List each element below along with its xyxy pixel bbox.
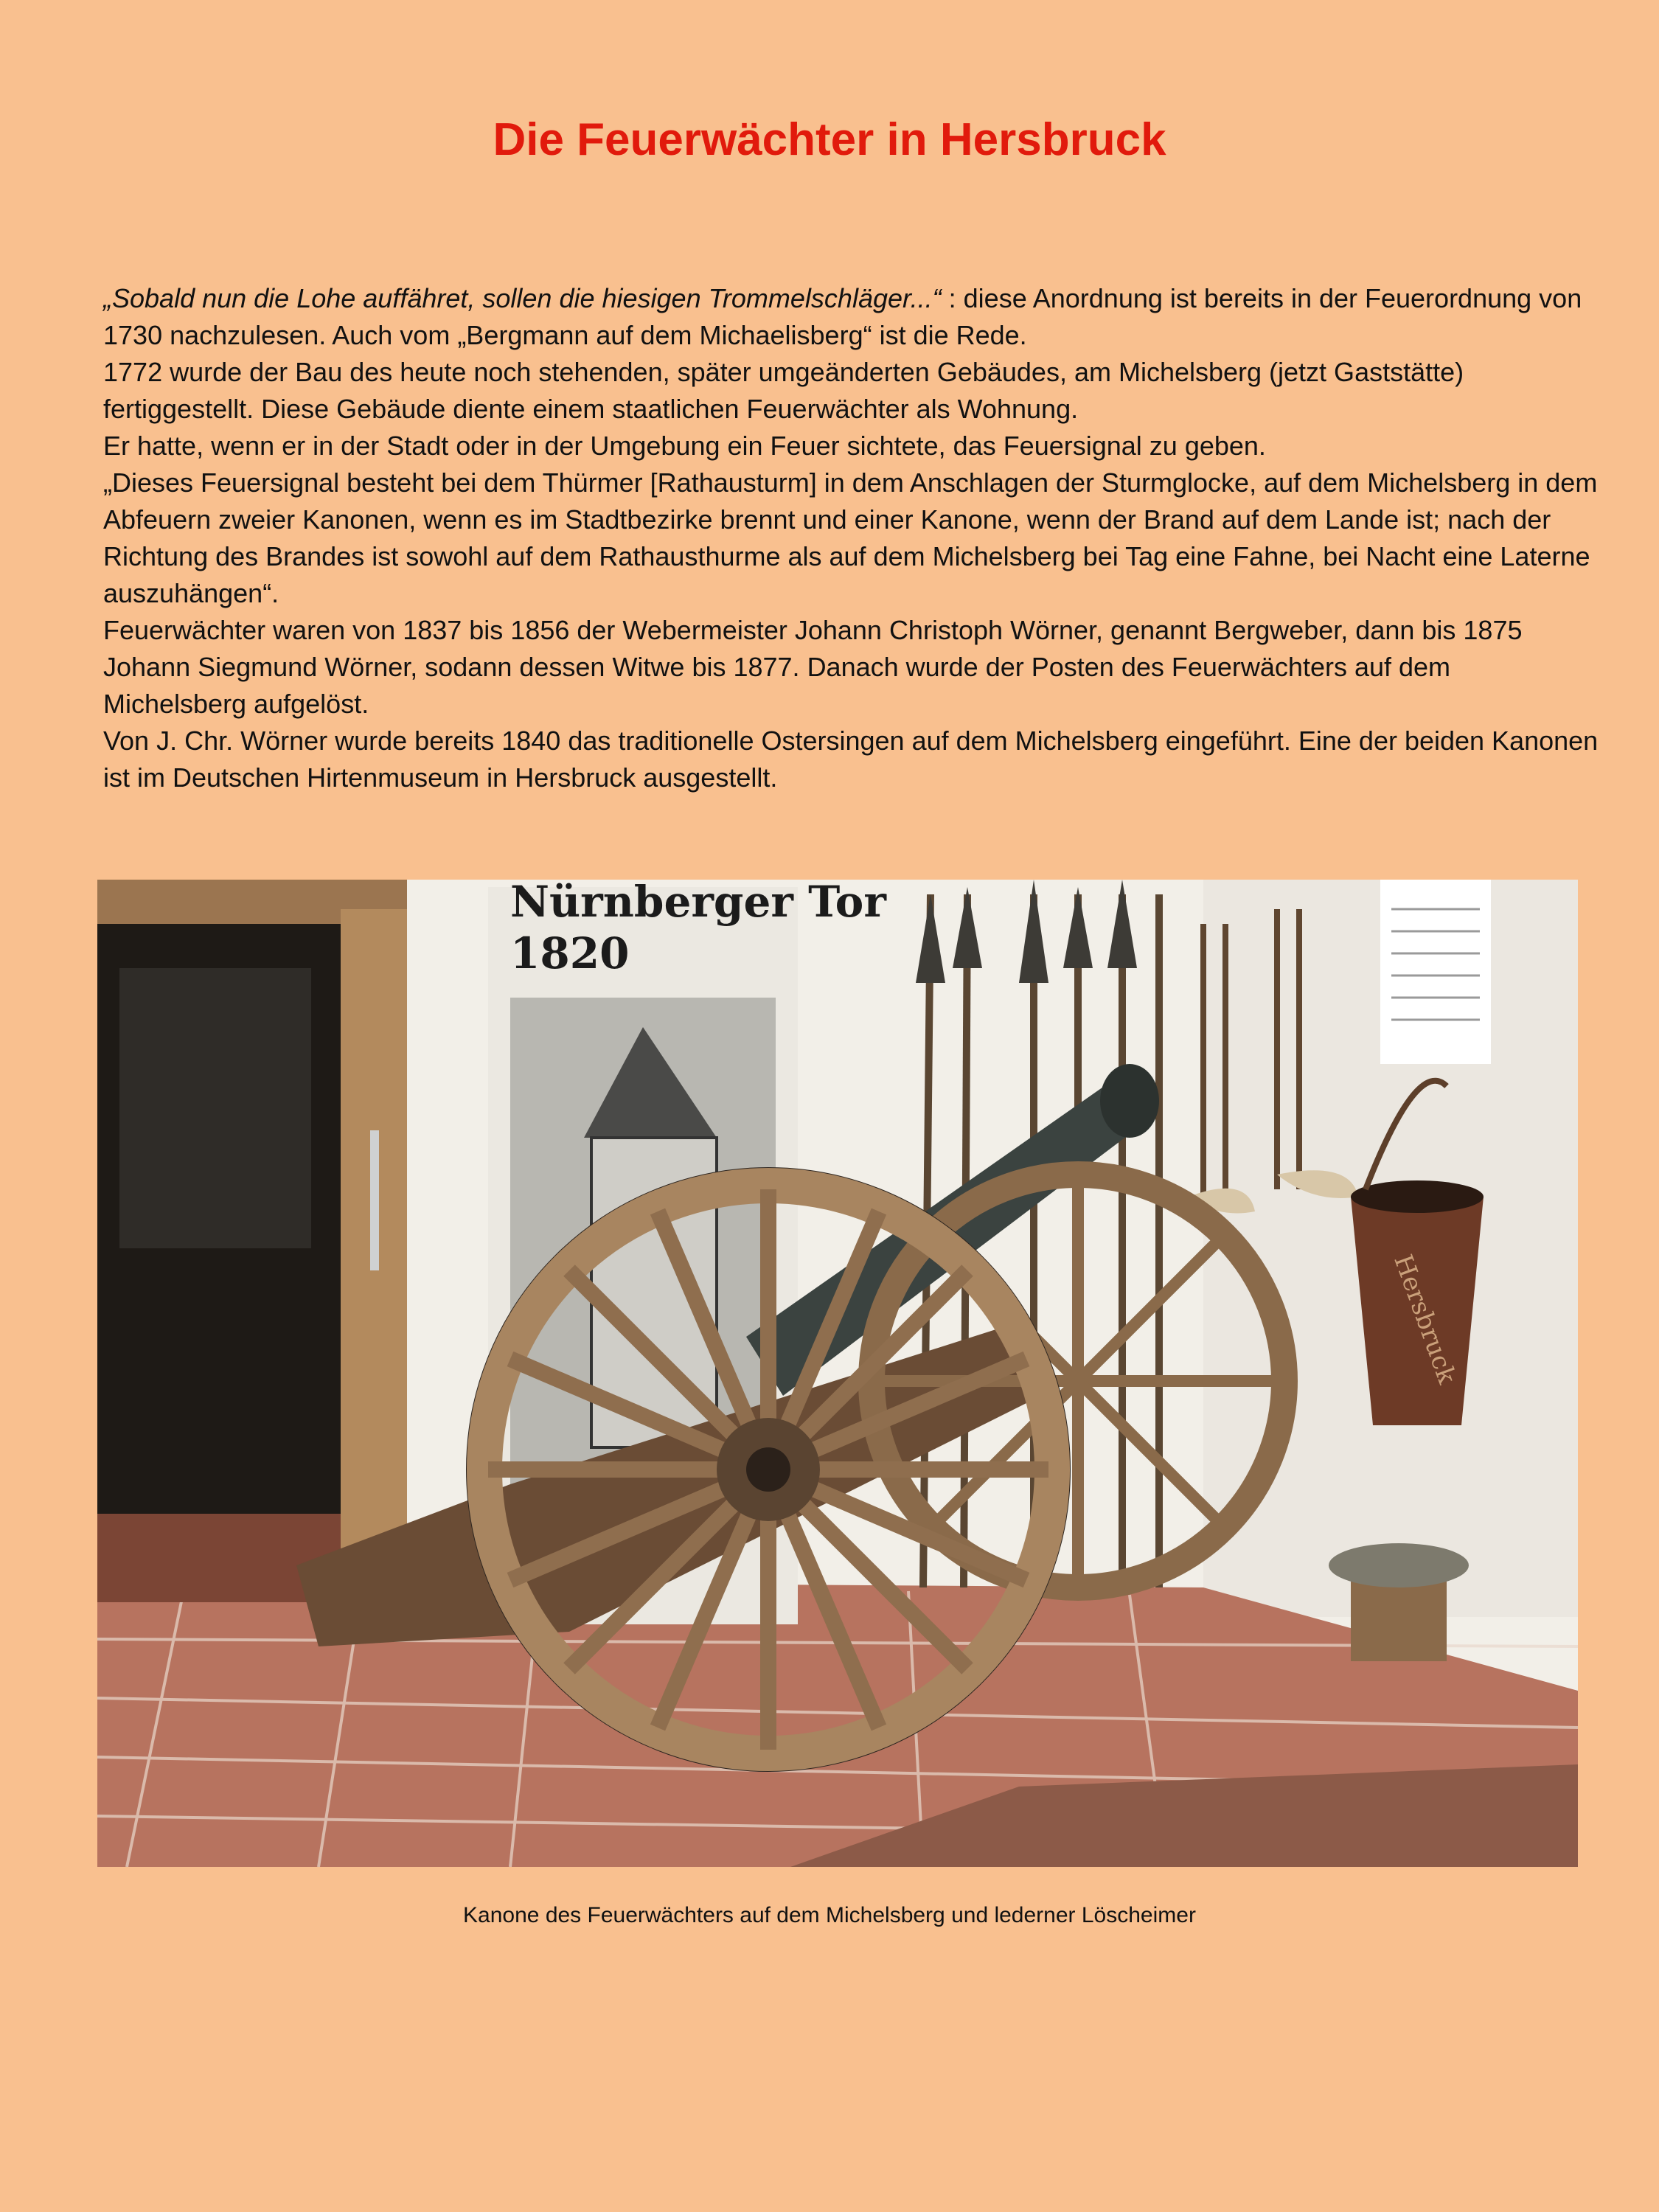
cannon-photo-illustration: [97, 880, 1578, 1867]
quote-italic: „Sobald nun die Lohe auffähret, sollen die hiesigen Trommelschläger...“: [103, 283, 942, 313]
page-title: Die Feuerwächter in Hersbruck: [493, 114, 1166, 165]
body-text: [103, 280, 1600, 796]
bucket-label: Hersbruck: [1388, 1251, 1462, 1388]
paragraph-1-rest: : diese Anordnung ist bereits in der Feuerordnung von 1730 nachzulesen. Auch vom „Bergmann auf dem Michaelisberg“ ist die Rede.: [103, 283, 1582, 350]
poster-year: 1820: [510, 928, 630, 978]
paragraph-3: Er hatte, wenn er in der Stadt oder in der Umgebung ein Feuer sichtete, das Feuersignal zu geben.: [103, 431, 1266, 461]
photo-caption: Kanone des Feuerwächters auf dem Michelsberg und lederner Löscheimer: [463, 1903, 1196, 1927]
paragraph-1: [103, 280, 1600, 354]
paragraph-5: Feuerwächter waren von 1837 bis 1856 der Webermeister Johann Christoph Wörner, genannt Bergweber, dann bis 1875 Johann Siegmund Wörner, sodann dessen Witwe bis 1877. Danach wurde der Posten des Feuerwächters auf dem Michelsberg aufgelöst.: [103, 615, 1523, 719]
paragraph-4: „Dieses Feuersignal besteht bei dem Thürmer [Rathausturm] in dem Anschlagen der Sturmglocke, auf dem Michelsberg in dem Abfeuern zweier Kanonen, wenn es im Stadtbezirke brennt und einer Kanone, wenn der Brand auf dem Lande ist; nach der Richtung des Brandes ist sowohl auf dem Rathausthurme als auf dem Michelsberg bei Tag eine Fahne, bei Nacht eine Laterne auszuhängen“.: [103, 467, 1598, 608]
paragraph-6: Von J. Chr. Wörner wurde bereits 1840 das traditionelle Ostersingen auf dem Michelsberg eingeführt. Eine der beiden Kanonen ist im Deutschen Hirtenmuseum in Hersbruck ausgestellt.: [103, 726, 1599, 793]
poster-title: Nürnberger Tor: [510, 880, 886, 927]
paragraph-2: 1772 wurde der Bau des heute noch stehenden, später umgeänderten Gebäudes, am Michelsberg (jetzt Gaststätte) fertiggestellt. Diese Gebäude diente einem staatlichen Feuerwächter als Wohnung.: [103, 357, 1464, 424]
cannon-photo: [97, 880, 1578, 1867]
